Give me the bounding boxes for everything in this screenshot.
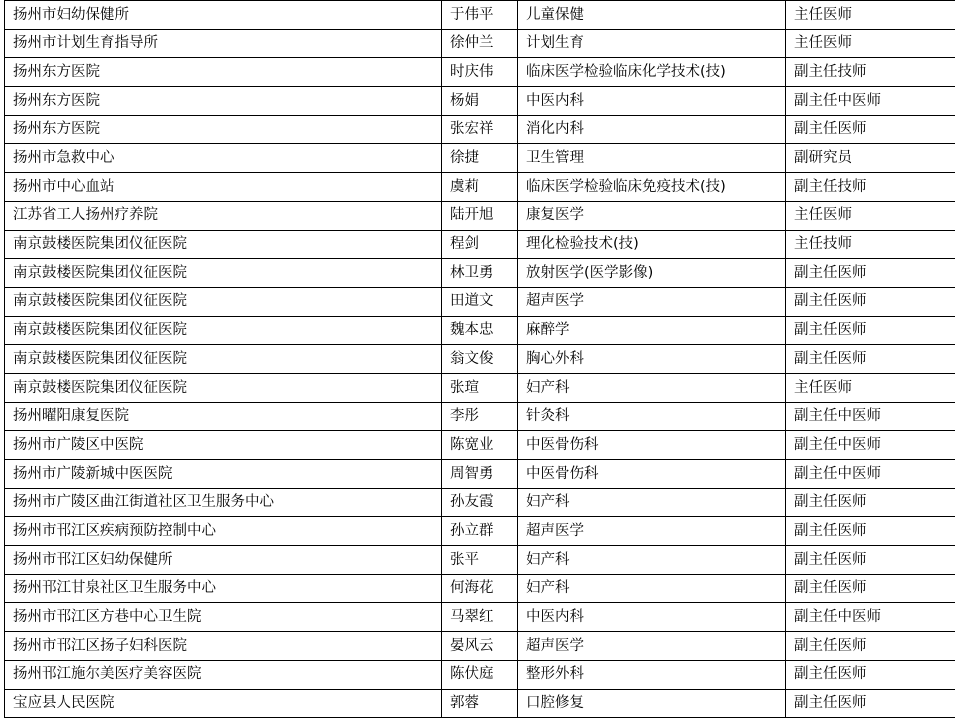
name-cell: 程剑 <box>442 230 518 259</box>
specialty-cell: 妇产科 <box>518 373 786 402</box>
unit-cell: 南京鼓楼医院集团仪征医院 <box>5 345 442 374</box>
roster-sheet <box>4 0 955 718</box>
table-row <box>5 115 955 144</box>
specialty-cell: 理化检验技术(技) <box>518 230 786 259</box>
specialty-cell: 计划生育 <box>518 29 786 58</box>
specialty-cell: 中医内科 <box>518 87 786 116</box>
title-cell: 副主任中医师 <box>786 402 955 431</box>
name-cell: 翁文俊 <box>442 345 518 374</box>
name-cell: 陆开旭 <box>442 201 518 230</box>
title-cell: 副主任医师 <box>786 287 955 316</box>
unit-cell: 南京鼓楼医院集团仪征医院 <box>5 316 442 345</box>
table-row <box>5 373 955 402</box>
table-row <box>5 1 955 30</box>
specialty-cell: 妇产科 <box>518 546 786 575</box>
specialty-cell: 超声医学 <box>518 517 786 546</box>
roster-table-body <box>5 1 955 718</box>
title-cell: 副主任中医师 <box>786 603 955 632</box>
title-cell: 主任医师 <box>786 29 955 58</box>
name-cell: 孙友霞 <box>442 488 518 517</box>
table-row <box>5 632 955 661</box>
title-cell: 副主任医师 <box>786 115 955 144</box>
table-row <box>5 58 955 87</box>
unit-cell: 扬州邗江甘泉社区卫生服务中心 <box>5 574 442 603</box>
unit-cell: 扬州市邗江区妇幼保健所 <box>5 546 442 575</box>
name-cell: 时庆伟 <box>442 58 518 87</box>
title-cell: 副主任医师 <box>786 660 955 689</box>
title-cell: 主任医师 <box>786 1 955 30</box>
name-cell: 徐仲兰 <box>442 29 518 58</box>
title-cell: 副研究员 <box>786 144 955 173</box>
name-cell: 张瑄 <box>442 373 518 402</box>
name-cell: 陈伏庭 <box>442 660 518 689</box>
table-row <box>5 201 955 230</box>
title-cell: 副主任技师 <box>786 173 955 202</box>
title-cell: 副主任中医师 <box>786 431 955 460</box>
name-cell: 何海花 <box>442 574 518 603</box>
specialty-cell: 麻醉学 <box>518 316 786 345</box>
table-row <box>5 488 955 517</box>
specialty-cell: 针灸科 <box>518 402 786 431</box>
table-row <box>5 259 955 288</box>
specialty-cell: 整形外科 <box>518 660 786 689</box>
specialty-cell: 消化内科 <box>518 115 786 144</box>
table-row <box>5 287 955 316</box>
unit-cell: 扬州市急救中心 <box>5 144 442 173</box>
title-cell: 副主任医师 <box>786 259 955 288</box>
unit-cell: 扬州市广陵区曲江街道社区卫生服务中心 <box>5 488 442 517</box>
table-row <box>5 546 955 575</box>
table-row <box>5 230 955 259</box>
name-cell: 陈宽业 <box>442 431 518 460</box>
title-cell: 副主任医师 <box>786 689 955 718</box>
specialty-cell: 放射医学(医学影像) <box>518 259 786 288</box>
title-cell: 主任医师 <box>786 373 955 402</box>
title-cell: 副主任医师 <box>786 632 955 661</box>
unit-cell: 江苏省工人扬州疗养院 <box>5 201 442 230</box>
specialty-cell: 临床医学检验临床免疫技术(技) <box>518 173 786 202</box>
table-row <box>5 517 955 546</box>
title-cell: 副主任中医师 <box>786 87 955 116</box>
table-row <box>5 660 955 689</box>
name-cell: 李彤 <box>442 402 518 431</box>
specialty-cell: 妇产科 <box>518 488 786 517</box>
name-cell: 杨娟 <box>442 87 518 116</box>
table-row <box>5 173 955 202</box>
name-cell: 张平 <box>442 546 518 575</box>
title-cell: 主任医师 <box>786 201 955 230</box>
specialty-cell: 超声医学 <box>518 632 786 661</box>
table-row <box>5 345 955 374</box>
name-cell: 孙立群 <box>442 517 518 546</box>
unit-cell: 扬州曜阳康复医院 <box>5 402 442 431</box>
unit-cell: 扬州市妇幼保健所 <box>5 1 442 30</box>
unit-cell: 扬州市广陵新城中医医院 <box>5 460 442 489</box>
unit-cell: 扬州市邗江区扬子妇科医院 <box>5 632 442 661</box>
specialty-cell: 超声医学 <box>518 287 786 316</box>
specialty-cell: 临床医学检验临床化学技术(技) <box>518 58 786 87</box>
unit-cell: 南京鼓楼医院集团仪征医院 <box>5 373 442 402</box>
table-row <box>5 460 955 489</box>
specialty-cell: 口腔修复 <box>518 689 786 718</box>
unit-cell: 扬州邗江施尔美医疗美容医院 <box>5 660 442 689</box>
specialty-cell: 卫生管理 <box>518 144 786 173</box>
unit-cell: 南京鼓楼医院集团仪征医院 <box>5 259 442 288</box>
table-row <box>5 316 955 345</box>
title-cell: 副主任医师 <box>786 316 955 345</box>
roster-table <box>4 0 955 718</box>
specialty-cell: 中医内科 <box>518 603 786 632</box>
specialty-cell: 中医骨伤科 <box>518 431 786 460</box>
unit-cell: 南京鼓楼医院集团仪征医院 <box>5 230 442 259</box>
specialty-cell: 胸心外科 <box>518 345 786 374</box>
name-cell: 于伟平 <box>442 1 518 30</box>
name-cell: 徐捷 <box>442 144 518 173</box>
title-cell: 副主任医师 <box>786 574 955 603</box>
table-row <box>5 689 955 718</box>
title-cell: 副主任医师 <box>786 345 955 374</box>
specialty-cell: 妇产科 <box>518 574 786 603</box>
name-cell: 林卫勇 <box>442 259 518 288</box>
unit-cell: 扬州市邗江区疾病预防控制中心 <box>5 517 442 546</box>
table-row <box>5 29 955 58</box>
unit-cell: 南京鼓楼医院集团仪征医院 <box>5 287 442 316</box>
name-cell: 魏本忠 <box>442 316 518 345</box>
table-row <box>5 431 955 460</box>
title-cell: 副主任医师 <box>786 546 955 575</box>
name-cell: 虞莉 <box>442 173 518 202</box>
name-cell: 晏风云 <box>442 632 518 661</box>
table-row <box>5 144 955 173</box>
title-cell: 副主任医师 <box>786 517 955 546</box>
unit-cell: 扬州市广陵区中医院 <box>5 431 442 460</box>
title-cell: 副主任医师 <box>786 488 955 517</box>
name-cell: 马翠红 <box>442 603 518 632</box>
table-row <box>5 574 955 603</box>
table-row <box>5 402 955 431</box>
title-cell: 主任技师 <box>786 230 955 259</box>
name-cell: 周智勇 <box>442 460 518 489</box>
unit-cell: 扬州市邗江区方巷中心卫生院 <box>5 603 442 632</box>
name-cell: 田道文 <box>442 287 518 316</box>
specialty-cell: 康复医学 <box>518 201 786 230</box>
specialty-cell: 儿童保健 <box>518 1 786 30</box>
table-row <box>5 603 955 632</box>
unit-cell: 扬州东方医院 <box>5 115 442 144</box>
name-cell: 张宏祥 <box>442 115 518 144</box>
unit-cell: 扬州东方医院 <box>5 87 442 116</box>
unit-cell: 宝应县人民医院 <box>5 689 442 718</box>
title-cell: 副主任中医师 <box>786 460 955 489</box>
unit-cell: 扬州市中心血站 <box>5 173 442 202</box>
title-cell: 副主任技师 <box>786 58 955 87</box>
name-cell: 郭蓉 <box>442 689 518 718</box>
specialty-cell: 中医骨伤科 <box>518 460 786 489</box>
unit-cell: 扬州东方医院 <box>5 58 442 87</box>
unit-cell: 扬州市计划生育指导所 <box>5 29 442 58</box>
table-row <box>5 87 955 116</box>
